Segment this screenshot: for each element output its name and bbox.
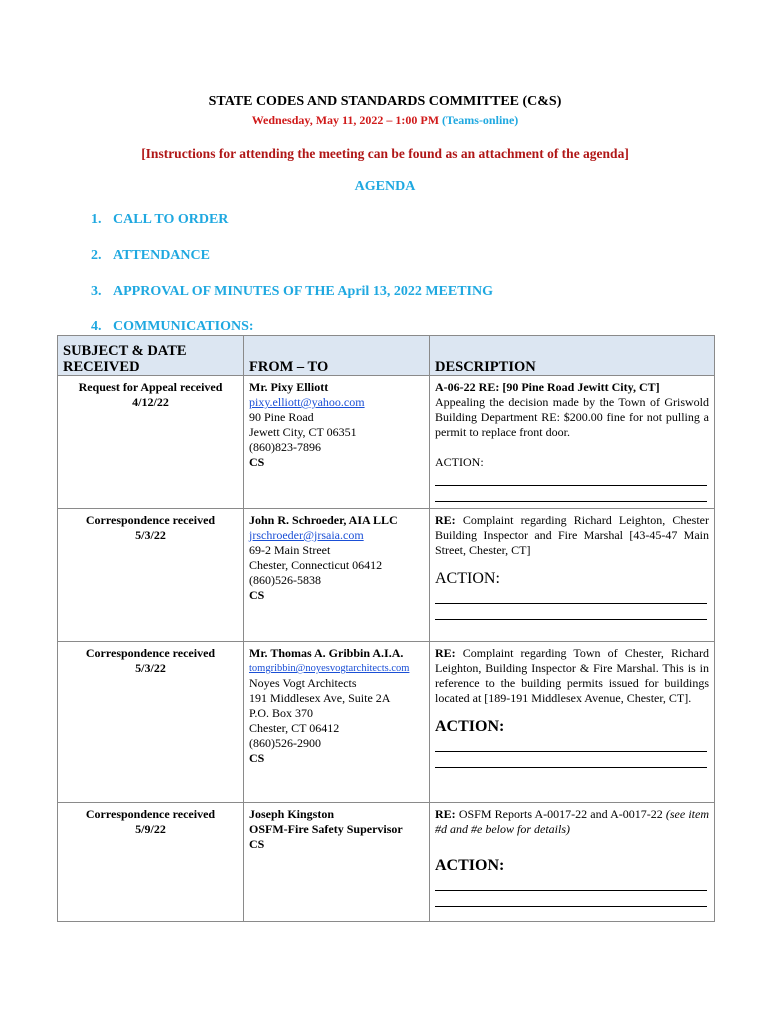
description-cell: [430, 376, 715, 509]
description-text: [435, 807, 709, 837]
agenda-item-number: 1.: [91, 212, 102, 227]
table-row: [58, 509, 715, 642]
from-email-link[interactable]: tomgribbin@noyesvogtarchitects.com: [249, 663, 410, 674]
date-received: 5/9/22: [135, 822, 166, 836]
from-address-line: P.O. Box 370: [249, 706, 314, 720]
description-lead: A-06-22 RE: [90 Pine Road Jewitt City, CT]: [435, 380, 660, 394]
from-phone: (860)526-2900: [249, 736, 321, 750]
meeting-date: Wednesday, May 11, 2022 – 1:00 PM: [251, 113, 440, 127]
from-address-line: 90 Pine Road: [249, 410, 314, 424]
to-recipient: CS: [249, 455, 265, 469]
to-recipient: CS: [249, 588, 265, 602]
from-address-line: Noyes Vogt Architects: [249, 676, 357, 690]
table-row: [58, 376, 715, 509]
agenda-item-label: COMMUNICATIONS:: [113, 319, 254, 334]
communications-table: [57, 335, 715, 922]
table-row: [58, 803, 715, 922]
description-lead: RE:: [435, 646, 456, 660]
description-lead: RE:: [435, 513, 456, 527]
agenda-item-attendance: [91, 248, 210, 264]
to-recipient: CS: [249, 837, 265, 851]
document-title: STATE CODES AND STANDARDS COMMITTEE (C&S): [208, 94, 562, 109]
description-text: [435, 513, 709, 558]
agenda-item-number: 4.: [91, 319, 102, 334]
description-note: (see item #d and #e below for details): [435, 807, 710, 836]
from-title: OSFM-Fire Safety Supervisor: [249, 822, 403, 836]
subject-text: Correspondence received: [85, 646, 216, 660]
header-subject-date: [58, 336, 244, 376]
description-cell: [430, 509, 715, 642]
date-received: 5/3/22: [135, 661, 166, 675]
agenda-item-label: APPROVAL OF MINUTES OF THE April 13, 2022 MEETING: [113, 284, 493, 299]
table-header-row: [58, 336, 715, 376]
action-line: [435, 891, 707, 907]
subject-text: Request for Appeal received: [78, 380, 223, 394]
date-received: 4/12/22: [132, 395, 169, 409]
from-name: Joseph Kingston: [249, 807, 335, 821]
agenda-item-communications: [91, 319, 254, 335]
date-received: 5/3/22: [135, 528, 166, 542]
from-cell: [244, 642, 430, 803]
from-address-line: 191 Middlesex Ave, Suite 2A: [249, 691, 391, 705]
agenda-item-label: ATTENDANCE: [113, 248, 210, 263]
from-address-line: 69-2 Main Street: [249, 543, 331, 557]
agenda-item-label: CALL TO ORDER: [113, 212, 229, 227]
from-address-line: Jewett City, CT 06351: [249, 425, 357, 439]
header-from-to: FROM – TO: [244, 336, 430, 376]
action-label: ACTION:: [435, 718, 505, 735]
meeting-datetime: [0, 113, 770, 128]
action-line: [435, 470, 707, 486]
from-name: Mr. Pixy Elliott: [249, 380, 329, 394]
description-body: OSFM Reports A-0017-22 and A-0017-22: [458, 807, 663, 821]
from-phone: (860)526-5838: [249, 573, 321, 587]
action-label: ACTION:: [435, 857, 505, 874]
agenda-item-number: 3.: [91, 284, 102, 299]
to-recipient: CS: [249, 751, 265, 765]
table-row: [58, 642, 715, 803]
action-line: [435, 752, 707, 768]
description-body: Complaint regarding Town of Chester, Richard Leighton, Building Inspector & Fire Marshal. This is in reference to the building permits issued for buildings located at [189-191 Middlesex Avenue, Chester, CT].: [435, 646, 710, 705]
agenda-heading: AGENDA: [354, 179, 416, 194]
description-body: Appealing the decision made by the Town of Griswold Building Department RE: $200.00 fine for not pulling a permit to replace front door.: [435, 395, 709, 439]
action-line: [435, 486, 707, 502]
from-cell: [244, 803, 430, 922]
description-cell: [430, 803, 715, 922]
agenda-item-call-to-order: [91, 212, 228, 228]
attendance-instructions: [Instructions for attending the meeting can be found as an attachment of the agenda]: [141, 146, 629, 161]
meeting-mode: (Teams-online): [442, 113, 519, 127]
from-email-link[interactable]: pixy.elliott@yahoo.com: [249, 395, 365, 409]
subject-cell: [58, 376, 244, 509]
action-line: [435, 875, 707, 891]
action-line: [435, 736, 707, 752]
subject-cell: [58, 642, 244, 803]
action-line: [435, 604, 707, 620]
action-label: ACTION:: [435, 455, 484, 469]
from-cell: [244, 376, 430, 509]
subject-text: Correspondence received: [85, 807, 216, 821]
description-cell: [430, 642, 715, 803]
header-description: DESCRIPTION: [430, 336, 715, 376]
description-lead: RE:: [435, 807, 456, 821]
subject-text: Correspondence received: [85, 513, 216, 527]
agenda-item-number: 2.: [91, 248, 102, 263]
action-line: [435, 588, 707, 604]
header-subject-line1: SUBJECT & DATE: [63, 343, 187, 359]
from-name: Mr. Thomas A. Gribbin A.I.A.: [249, 646, 404, 660]
description-text: [435, 646, 709, 706]
from-email-link[interactable]: jrschroeder@jrsaia.com: [249, 528, 364, 542]
from-address-line: Chester, Connecticut 06412: [249, 558, 383, 572]
from-name: John R. Schroeder, AIA LLC: [249, 513, 398, 527]
action-label: ACTION:: [435, 570, 500, 587]
from-address-line: Chester, CT 06412: [249, 721, 340, 735]
subject-cell: [58, 803, 244, 922]
agenda-item-approval-of-minutes: [91, 284, 493, 300]
from-phone: (860)823-7896: [249, 440, 321, 454]
header-subject-line2: RECEIVED: [63, 359, 140, 375]
subject-cell: [58, 509, 244, 642]
from-cell: [244, 509, 430, 642]
description-body: Complaint regarding Richard Leighton, Chester Building Inspector and Fire Marshal [43-45-47 Main Street, Chester, CT]: [435, 513, 709, 557]
